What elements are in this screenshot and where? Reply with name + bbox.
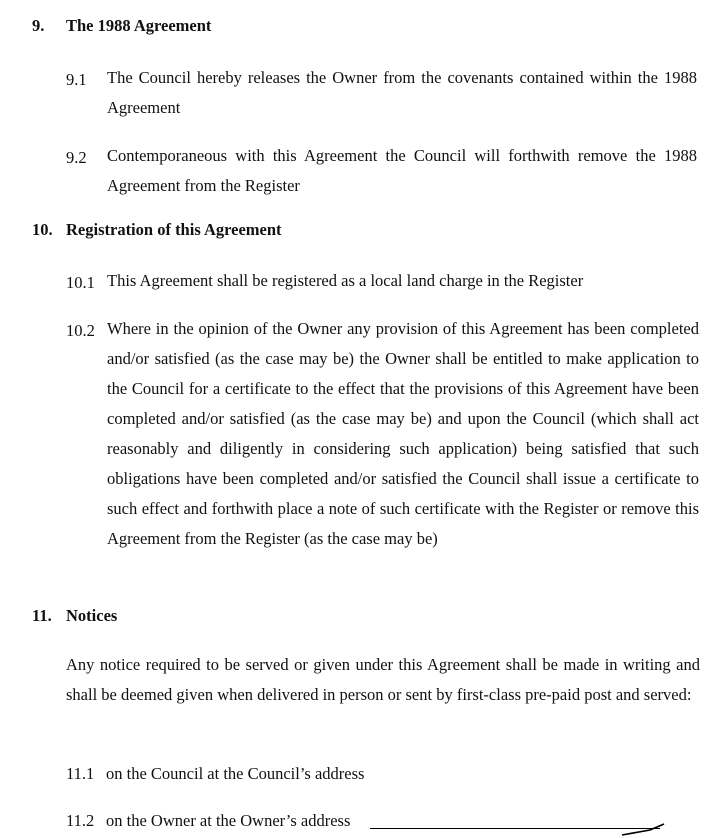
section-10-number: 10. (32, 220, 53, 239)
clause-10-2-number: 10.2 (66, 321, 95, 340)
clause-10-1-text: This Agreement shall be registered as a local land charge in the Register (107, 271, 584, 290)
section-11-number: 11. (32, 606, 52, 625)
section-9-title: The 1988 Agreement (66, 16, 212, 35)
clause-11-1-text: on the Council at the Council’s address (106, 764, 365, 783)
clause-11-1-number: 11.1 (66, 764, 95, 783)
clause-9-1-number: 9.1 (66, 70, 87, 89)
clause-9-2-number: 9.2 (66, 148, 87, 167)
section-11-title: Notices (66, 606, 118, 625)
clause-9-1-text: The Council hereby releases the Owner from the covenants contained within the 1988 Agreement (107, 68, 697, 117)
clause-9-2-text: Contemporaneous with this Agreement the Council will forthwith remove the 1988 Agreement from the Register (107, 146, 697, 195)
section-10-title: Registration of this Agreement (66, 220, 282, 239)
handwritten-mark (620, 820, 670, 836)
section-9-number: 9. (32, 16, 45, 35)
notices-intro: Any notice required to be served or given under this Agreement shall be made in writing and shall be deemed given when delivered in person or sent by first-class pre-paid post and served: (66, 655, 700, 704)
address-blank-line (370, 828, 660, 829)
clause-11-2-text: on the Owner at the Owner’s address (106, 811, 351, 830)
clause-11-2-number: 11.2 (66, 811, 95, 830)
clause-10-1-number: 10.1 (66, 273, 95, 292)
clause-10-2-text: Where in the opinion of the Owner any provision of this Agreement has been completed and/or satisfied (as the case may be) the Owner shall be entitled to make application to the Council for a certificate to the effect that the provisions of this Agreement have been completed and/or satisfied (as the case may be) and upon the Council (which shall act reasonably and diligently in considering such application) being satisfied that such obligations have been completed and/or satisfied the Council shall issue a certificate to such effect and forthwith place a note of such certificate with the Register or remove this Agreement from the Register (as the case may be) (107, 319, 699, 548)
